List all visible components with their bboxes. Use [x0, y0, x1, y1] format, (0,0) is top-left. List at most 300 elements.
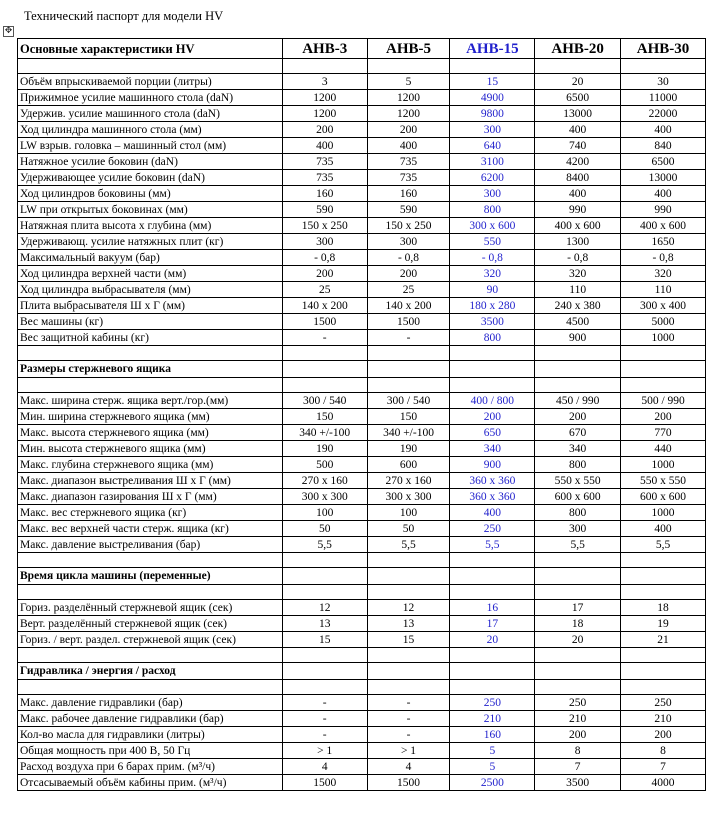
empty-cell	[621, 346, 706, 361]
value-cell: 200	[621, 409, 706, 425]
value-cell: 320	[450, 266, 535, 282]
value-cell: 400	[282, 138, 367, 154]
parameter-label: Плита выбрасывателя Ш x Г (мм)	[18, 298, 283, 314]
value-cell: 320	[621, 266, 706, 282]
value-cell: 400	[621, 122, 706, 138]
value-cell: 150	[367, 409, 450, 425]
empty-cell	[535, 648, 621, 663]
empty-cell	[535, 361, 621, 378]
value-cell: 250	[450, 695, 535, 711]
table-row	[18, 759, 706, 775]
value-cell: 210	[621, 711, 706, 727]
parameter-label: Макс. вес стержневого ящика (кг)	[18, 505, 283, 521]
value-cell: 340 +/-100	[367, 425, 450, 441]
value-cell: 800	[535, 505, 621, 521]
empty-cell	[282, 585, 367, 600]
value-cell: 8	[621, 743, 706, 759]
parameter-label: Гориз. / верт. раздел. стержневой ящик (сек)	[18, 632, 283, 648]
table-row	[18, 170, 706, 186]
value-cell: 740	[535, 138, 621, 154]
value-cell: 18	[535, 616, 621, 632]
value-cell: 150 x 250	[367, 218, 450, 234]
value-cell: 25	[367, 282, 450, 298]
value-cell: -	[367, 727, 450, 743]
table-row	[18, 505, 706, 521]
parameter-label: Вес защитной кабины (кг)	[18, 330, 283, 346]
value-cell: 735	[367, 170, 450, 186]
value-cell: 1000	[621, 330, 706, 346]
value-cell: 800	[450, 202, 535, 218]
value-cell: 200	[450, 409, 535, 425]
value-cell: 150	[282, 409, 367, 425]
empty-cell	[450, 59, 535, 74]
value-cell: 210	[450, 711, 535, 727]
value-cell: 735	[282, 154, 367, 170]
table-row	[18, 711, 706, 727]
value-cell: 250	[535, 695, 621, 711]
empty-cell	[450, 361, 535, 378]
parameter-label: Гориз. разделённый стержневой ящик (сек)	[18, 600, 283, 616]
value-cell: 1000	[621, 457, 706, 473]
value-cell: 17	[450, 616, 535, 632]
empty-cell	[621, 553, 706, 568]
table-row	[18, 425, 706, 441]
parameter-label: Макс. рабочее давление гидравлики (бар)	[18, 711, 283, 727]
value-cell: 5	[450, 743, 535, 759]
empty-cell	[450, 585, 535, 600]
empty-cell	[621, 585, 706, 600]
value-cell: 1200	[367, 90, 450, 106]
spacer-row	[18, 346, 706, 361]
value-cell: 770	[621, 425, 706, 441]
model-header: AHB-5	[367, 39, 450, 59]
spacer-row	[18, 378, 706, 393]
table-row	[18, 266, 706, 282]
value-cell: 11000	[621, 90, 706, 106]
empty-cell	[450, 378, 535, 393]
parameter-label: Мин. ширина стержневого ящика (мм)	[18, 409, 283, 425]
value-cell: 4	[367, 759, 450, 775]
empty-cell	[282, 346, 367, 361]
value-cell: 13	[282, 616, 367, 632]
value-cell: 360 x 360	[450, 489, 535, 505]
value-cell: 4500	[535, 314, 621, 330]
value-cell: 12	[367, 600, 450, 616]
value-cell: 15	[367, 632, 450, 648]
value-cell: 7	[535, 759, 621, 775]
value-cell: -	[367, 695, 450, 711]
value-cell: 500	[282, 457, 367, 473]
table-row	[18, 457, 706, 473]
value-cell: 7	[621, 759, 706, 775]
empty-cell	[450, 648, 535, 663]
value-cell: 990	[535, 202, 621, 218]
table-row	[18, 186, 706, 202]
value-cell: 4000	[621, 775, 706, 791]
value-cell: 21	[621, 632, 706, 648]
spacer-row	[18, 680, 706, 695]
spacer-row	[18, 59, 706, 74]
empty-cell	[18, 648, 283, 663]
empty-cell	[367, 663, 450, 680]
value-cell: 300	[450, 122, 535, 138]
table-row	[18, 106, 706, 122]
empty-cell	[621, 378, 706, 393]
value-cell: 5,5	[535, 537, 621, 553]
value-cell: 340 +/-100	[282, 425, 367, 441]
empty-cell	[535, 568, 621, 585]
value-cell: 240 x 380	[535, 298, 621, 314]
value-cell: 5	[450, 759, 535, 775]
value-cell: 990	[621, 202, 706, 218]
table-row	[18, 122, 706, 138]
value-cell: 270 x 160	[367, 473, 450, 489]
model-header: AHB-3	[282, 39, 367, 59]
value-cell: 300 / 540	[367, 393, 450, 409]
table-row	[18, 409, 706, 425]
model-header: AHB-15	[450, 39, 535, 59]
empty-cell	[367, 378, 450, 393]
value-cell: 300 x 300	[282, 489, 367, 505]
empty-cell	[282, 59, 367, 74]
value-cell: 200	[367, 266, 450, 282]
empty-cell	[282, 378, 367, 393]
model-header: AHB-20	[535, 39, 621, 59]
model-header: AHB-30	[621, 39, 706, 59]
parameter-label: Верт. разделённый стержневой ящик (сек)	[18, 616, 283, 632]
parameter-label: Макс. вес верхней части стерж. ящика (кг)	[18, 521, 283, 537]
empty-cell	[535, 585, 621, 600]
value-cell: 600 x 600	[535, 489, 621, 505]
value-cell: 300 x 300	[367, 489, 450, 505]
table-row	[18, 632, 706, 648]
value-cell: 4900	[450, 90, 535, 106]
value-cell: 1000	[621, 505, 706, 521]
value-cell: 800	[535, 457, 621, 473]
value-cell: 2500	[450, 775, 535, 791]
value-cell: 20	[450, 632, 535, 648]
parameter-label: Прижимное усилие машинного стола (daN)	[18, 90, 283, 106]
section-title: Время цикла машины (переменные)	[18, 568, 283, 585]
empty-cell	[282, 568, 367, 585]
empty-cell	[535, 680, 621, 695]
empty-cell	[18, 59, 283, 74]
empty-cell	[282, 663, 367, 680]
parameter-label: Макс. глубина стержневого ящика (мм)	[18, 457, 283, 473]
empty-cell	[450, 663, 535, 680]
value-cell: 1200	[282, 90, 367, 106]
value-cell: 210	[535, 711, 621, 727]
empty-cell	[535, 663, 621, 680]
value-cell: 300 / 540	[282, 393, 367, 409]
section-header-row	[18, 361, 706, 378]
empty-cell	[621, 648, 706, 663]
parameter-label: Мин. высота стержневого ящика (мм)	[18, 441, 283, 457]
table-row	[18, 600, 706, 616]
value-cell: 440	[621, 441, 706, 457]
value-cell: 100	[367, 505, 450, 521]
value-cell: 200	[367, 122, 450, 138]
empty-cell	[621, 663, 706, 680]
empty-cell	[18, 553, 283, 568]
table-row	[18, 90, 706, 106]
value-cell: 590	[282, 202, 367, 218]
parameter-label: Макс. диапазон газирования Ш x Г (мм)	[18, 489, 283, 505]
value-cell: 1200	[282, 106, 367, 122]
value-cell: 13000	[621, 170, 706, 186]
table-row	[18, 775, 706, 791]
value-cell: 900	[535, 330, 621, 346]
empty-cell	[621, 59, 706, 74]
value-cell: 4200	[535, 154, 621, 170]
value-cell: -	[282, 727, 367, 743]
value-cell: 13	[367, 616, 450, 632]
table-row	[18, 537, 706, 553]
value-cell: 15	[450, 74, 535, 90]
value-cell: -	[282, 711, 367, 727]
parameter-label: Натяжное усилие боковин (daN)	[18, 154, 283, 170]
spacer-row	[18, 648, 706, 663]
value-cell: -	[282, 330, 367, 346]
value-cell: 8	[535, 743, 621, 759]
value-cell: 270 x 160	[282, 473, 367, 489]
parameter-label: Кол-во масла для гидравлики (литры)	[18, 727, 283, 743]
value-cell: 9800	[450, 106, 535, 122]
table-row	[18, 314, 706, 330]
value-cell: 15	[282, 632, 367, 648]
value-cell: 340	[535, 441, 621, 457]
value-cell: - 0,8	[535, 250, 621, 266]
section-header-row	[18, 568, 706, 585]
value-cell: 50	[367, 521, 450, 537]
value-cell: 550 x 550	[621, 473, 706, 489]
empty-cell	[621, 361, 706, 378]
table-row	[18, 393, 706, 409]
table-row	[18, 250, 706, 266]
value-cell: 840	[621, 138, 706, 154]
empty-cell	[367, 585, 450, 600]
empty-cell	[282, 680, 367, 695]
parameter-label: Объём впрыскиваемой порции (литры)	[18, 74, 283, 90]
value-cell: 1650	[621, 234, 706, 250]
value-cell: 640	[450, 138, 535, 154]
value-cell: 190	[367, 441, 450, 457]
parameter-label: Макс. ширина стерж. ящика верт./гор.(мм)	[18, 393, 283, 409]
empty-cell	[535, 553, 621, 568]
value-cell: 200	[282, 122, 367, 138]
table-row	[18, 154, 706, 170]
empty-cell	[367, 680, 450, 695]
empty-cell	[367, 648, 450, 663]
value-cell: 550 x 550	[535, 473, 621, 489]
value-cell: 1500	[282, 314, 367, 330]
empty-cell	[450, 553, 535, 568]
value-cell: 30	[621, 74, 706, 90]
value-cell: 12	[282, 600, 367, 616]
table-row	[18, 202, 706, 218]
value-cell: - 0,8	[367, 250, 450, 266]
parameter-label: Вес машины (кг)	[18, 314, 283, 330]
value-cell: 16	[450, 600, 535, 616]
empty-cell	[282, 553, 367, 568]
value-cell: 735	[367, 154, 450, 170]
value-cell: - 0,8	[282, 250, 367, 266]
table-row	[18, 743, 706, 759]
empty-cell	[18, 378, 283, 393]
value-cell: 5,5	[621, 537, 706, 553]
parameter-label: Удерживающее усилие боковин (daN)	[18, 170, 283, 186]
value-cell: 300	[450, 186, 535, 202]
value-cell: 320	[535, 266, 621, 282]
empty-cell	[367, 346, 450, 361]
value-cell: 20	[535, 632, 621, 648]
empty-cell	[621, 680, 706, 695]
value-cell: 190	[282, 441, 367, 457]
parameter-label: LW взрыв. головка – машинный стол (мм)	[18, 138, 283, 154]
table-row	[18, 695, 706, 711]
spacer-row	[18, 553, 706, 568]
value-cell: 140 x 200	[282, 298, 367, 314]
value-cell: -	[282, 695, 367, 711]
value-cell: > 1	[282, 743, 367, 759]
value-cell: 400	[621, 521, 706, 537]
parameter-label: Ход цилиндра выбрасывателя (мм)	[18, 282, 283, 298]
table-row	[18, 473, 706, 489]
value-cell: 3100	[450, 154, 535, 170]
spec-table-body	[18, 39, 706, 791]
value-cell: 450 / 990	[535, 393, 621, 409]
value-cell: 160	[367, 186, 450, 202]
value-cell: 300 x 600	[450, 218, 535, 234]
value-cell: 20	[535, 74, 621, 90]
empty-cell	[450, 346, 535, 361]
table-row	[18, 489, 706, 505]
parameter-label: Отсасываемый объём кабины прим. (м³/ч)	[18, 775, 283, 791]
empty-cell	[450, 568, 535, 585]
value-cell: 180 x 280	[450, 298, 535, 314]
value-cell: 200	[621, 727, 706, 743]
table-row	[18, 138, 706, 154]
value-cell: 18	[621, 600, 706, 616]
value-cell: 1200	[367, 106, 450, 122]
spacer-row	[18, 585, 706, 600]
section-title: Гидравлика / энергия / расход	[18, 663, 283, 680]
empty-cell	[18, 585, 283, 600]
value-cell: 160	[282, 186, 367, 202]
value-cell: 650	[450, 425, 535, 441]
value-cell: 400	[450, 505, 535, 521]
empty-cell	[450, 680, 535, 695]
document-title: Технический паспорт для модели HV	[24, 9, 224, 23]
parameter-label: Макс. диапазон выстреливания Ш x Г (мм)	[18, 473, 283, 489]
value-cell: 150 x 250	[282, 218, 367, 234]
header-label: Основные характеристики HV	[18, 39, 283, 59]
value-cell: -	[367, 330, 450, 346]
value-cell: 400	[367, 138, 450, 154]
value-cell: 100	[282, 505, 367, 521]
value-cell: 735	[282, 170, 367, 186]
parameter-label: Ход цилиндра верхней части (мм)	[18, 266, 283, 282]
value-cell: 5,5	[450, 537, 535, 553]
header-row	[18, 39, 706, 59]
value-cell: 5,5	[282, 537, 367, 553]
parameter-label: Общая мощность при 400 В, 50 Гц	[18, 743, 283, 759]
value-cell: 250	[450, 521, 535, 537]
value-cell: 1500	[282, 775, 367, 791]
empty-cell	[367, 553, 450, 568]
table-row	[18, 727, 706, 743]
value-cell: 5000	[621, 314, 706, 330]
value-cell: 670	[535, 425, 621, 441]
empty-cell	[535, 378, 621, 393]
value-cell: 200	[282, 266, 367, 282]
value-cell: > 1	[367, 743, 450, 759]
value-cell: 400 x 600	[535, 218, 621, 234]
parameter-label: Макс. высота стержневого ящика (мм)	[18, 425, 283, 441]
value-cell: 800	[450, 330, 535, 346]
table-row	[18, 330, 706, 346]
value-cell: 3	[282, 74, 367, 90]
value-cell: 500 / 990	[621, 393, 706, 409]
table-move-handle-icon[interactable]: ✥	[4, 26, 13, 36]
value-cell: 200	[535, 727, 621, 743]
value-cell: 400	[535, 186, 621, 202]
table-row	[18, 298, 706, 314]
value-cell: -	[367, 711, 450, 727]
value-cell: 200	[535, 409, 621, 425]
value-cell: 13000	[535, 106, 621, 122]
empty-cell	[18, 680, 283, 695]
value-cell: 400	[535, 122, 621, 138]
table-row	[18, 74, 706, 90]
value-cell: 5	[367, 74, 450, 90]
value-cell: 1500	[367, 314, 450, 330]
value-cell: 400 / 800	[450, 393, 535, 409]
value-cell: 25	[282, 282, 367, 298]
value-cell: 19	[621, 616, 706, 632]
spec-table	[17, 38, 706, 791]
table-row	[18, 521, 706, 537]
value-cell: 3500	[535, 775, 621, 791]
value-cell: - 0,8	[450, 250, 535, 266]
parameter-label: Ход цилиндра машинного стола (мм)	[18, 122, 283, 138]
parameter-label: Ход цилиндров боковины (мм)	[18, 186, 283, 202]
section-title: Размеры стержневого ящика	[18, 361, 283, 378]
value-cell: 90	[450, 282, 535, 298]
parameter-label: Удерживающ. усилие натяжных плит (кг)	[18, 234, 283, 250]
empty-cell	[535, 346, 621, 361]
table-row	[18, 441, 706, 457]
value-cell: 110	[621, 282, 706, 298]
value-cell: 22000	[621, 106, 706, 122]
value-cell: 340	[450, 441, 535, 457]
table-row	[18, 218, 706, 234]
value-cell: 3500	[450, 314, 535, 330]
value-cell: 1500	[367, 775, 450, 791]
value-cell: - 0,8	[621, 250, 706, 266]
value-cell: 110	[535, 282, 621, 298]
table-row	[18, 616, 706, 632]
parameter-label: LW при открытых боковинах (мм)	[18, 202, 283, 218]
value-cell: 400	[621, 186, 706, 202]
value-cell: 17	[535, 600, 621, 616]
empty-cell	[367, 59, 450, 74]
table-row	[18, 282, 706, 298]
value-cell: 6500	[535, 90, 621, 106]
table-row	[18, 234, 706, 250]
section-header-row	[18, 663, 706, 680]
value-cell: 900	[450, 457, 535, 473]
